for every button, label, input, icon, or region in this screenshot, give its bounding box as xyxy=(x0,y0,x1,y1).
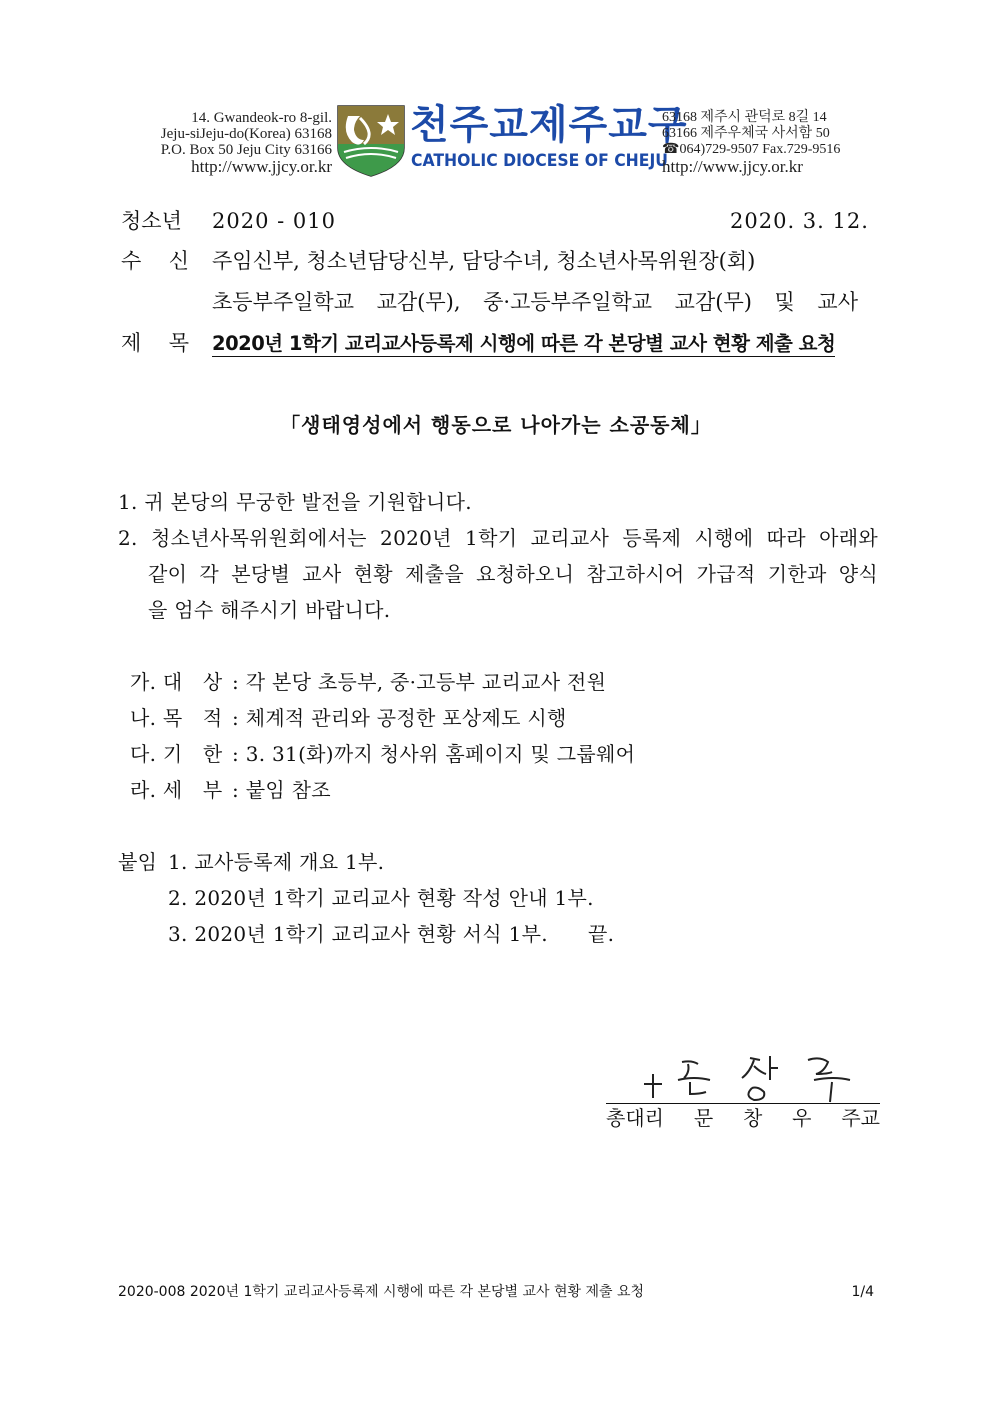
motto: 「생태영성에서 행동으로 나아가는 소공동체」 xyxy=(280,413,712,437)
page-footer xyxy=(118,1282,874,1302)
address-en-line3: P.O. Box 50 Jeju City 63166 xyxy=(160,142,332,158)
website-url-left[interactable]: http://www.jjcy.or.kr xyxy=(191,157,332,176)
address-ko-line1: 63168 제주시 관덕로 8길 14 xyxy=(662,110,827,125)
doc-date: 2020. 3. 12. xyxy=(730,209,869,233)
item-target-value: : 각 본당 초등부, 중·고등부 교리교사 전원 xyxy=(232,670,607,694)
letterhead-address-en xyxy=(130,110,332,176)
page-number: 1/4 xyxy=(851,1284,874,1300)
paragraph-2-line1: 2. 청소년사목위원회에서는 2020년 1학기 교리교사 등록제 시행에 따라 아래와 xyxy=(118,526,878,550)
address-ko-line3: ☎064)729-9507 Fax.729-9516 xyxy=(662,142,841,157)
end-mark: 끝. xyxy=(588,922,615,946)
subject-title: 2020년 1학기 교리교사등록제 시행에 따른 각 본당별 교사 현황 제출 요청 xyxy=(212,332,836,355)
organization-name-en: CATHOLIC DIOCESE OF CHEJU xyxy=(411,151,668,171)
paragraph-1: 1. 귀 본당의 무궁한 발전을 기원합니다. xyxy=(118,490,472,514)
handwritten-signature xyxy=(638,1050,878,1106)
address-en-line2: Jeju-siJeju-do(Korea) 63168 xyxy=(160,126,332,142)
item-deadline-value: : 3. 31(화)까지 청사위 홈페이지 및 그룹웨어 xyxy=(232,742,636,766)
diocese-emblem-icon xyxy=(336,104,406,178)
item-deadline-key: 다. 기 한 xyxy=(130,742,223,766)
doc-number: 2020 - 010 xyxy=(212,209,336,233)
attachment-1: 1. 교사등록제 개요 1부. xyxy=(168,850,385,874)
attachment-3: 3. 2020년 1학기 교리교사 현황 서식 1부. xyxy=(168,922,548,946)
recipient-label: 수 신 xyxy=(121,249,189,273)
signer-name: 총대리 문 창 우 주교 xyxy=(606,1106,880,1130)
item-target-key: 가. 대 상 xyxy=(130,670,223,694)
address-ko-line2: 63166 제주우체국 사서함 50 xyxy=(662,126,830,141)
attachments-label: 붙임 xyxy=(118,850,158,874)
item-details-key: 라. 세 부 xyxy=(130,778,223,802)
organization-name-ko: 천주교제주교구 xyxy=(410,102,688,148)
attachment-2: 2. 2020년 1학기 교리교사 현황 작성 안내 1부. xyxy=(168,886,594,910)
footer-doc-title: 2020-008 2020년 1학기 교리교사등록제 시행에 따른 각 본당별 교사 현황 제출 요청 xyxy=(118,1284,645,1300)
item-purpose-key: 나. 목 적 xyxy=(130,706,223,730)
paragraph-2-line3: 을 엄수 해주시기 바랍니다. xyxy=(148,598,391,622)
recipient-line1: 주임신부, 청소년담당신부, 담당수녀, 청소년사목위원장(회) xyxy=(212,249,756,273)
recipient-line2: 초등부주일학교 교감(무), 중·고등부주일학교 교감(무) 및 교사 xyxy=(212,290,858,314)
website-url-right[interactable]: http://www.jjcy.or.kr xyxy=(662,157,803,176)
item-purpose-value: : 체계적 관리와 공정한 포상제도 시행 xyxy=(232,706,567,730)
letterhead-address-ko xyxy=(662,110,882,176)
item-details-value: : 붙임 참조 xyxy=(232,778,331,802)
doc-number-label: 청소년 xyxy=(121,209,182,233)
address-en-line1: 14. Gwandeok-ro 8-gil. xyxy=(191,110,332,126)
paragraph-2-line2: 같이 각 본당별 교사 현황 제출을 요청하오니 참고하시어 가급적 기한과 양식 xyxy=(148,562,878,586)
subject-label: 제 목 xyxy=(121,331,189,355)
